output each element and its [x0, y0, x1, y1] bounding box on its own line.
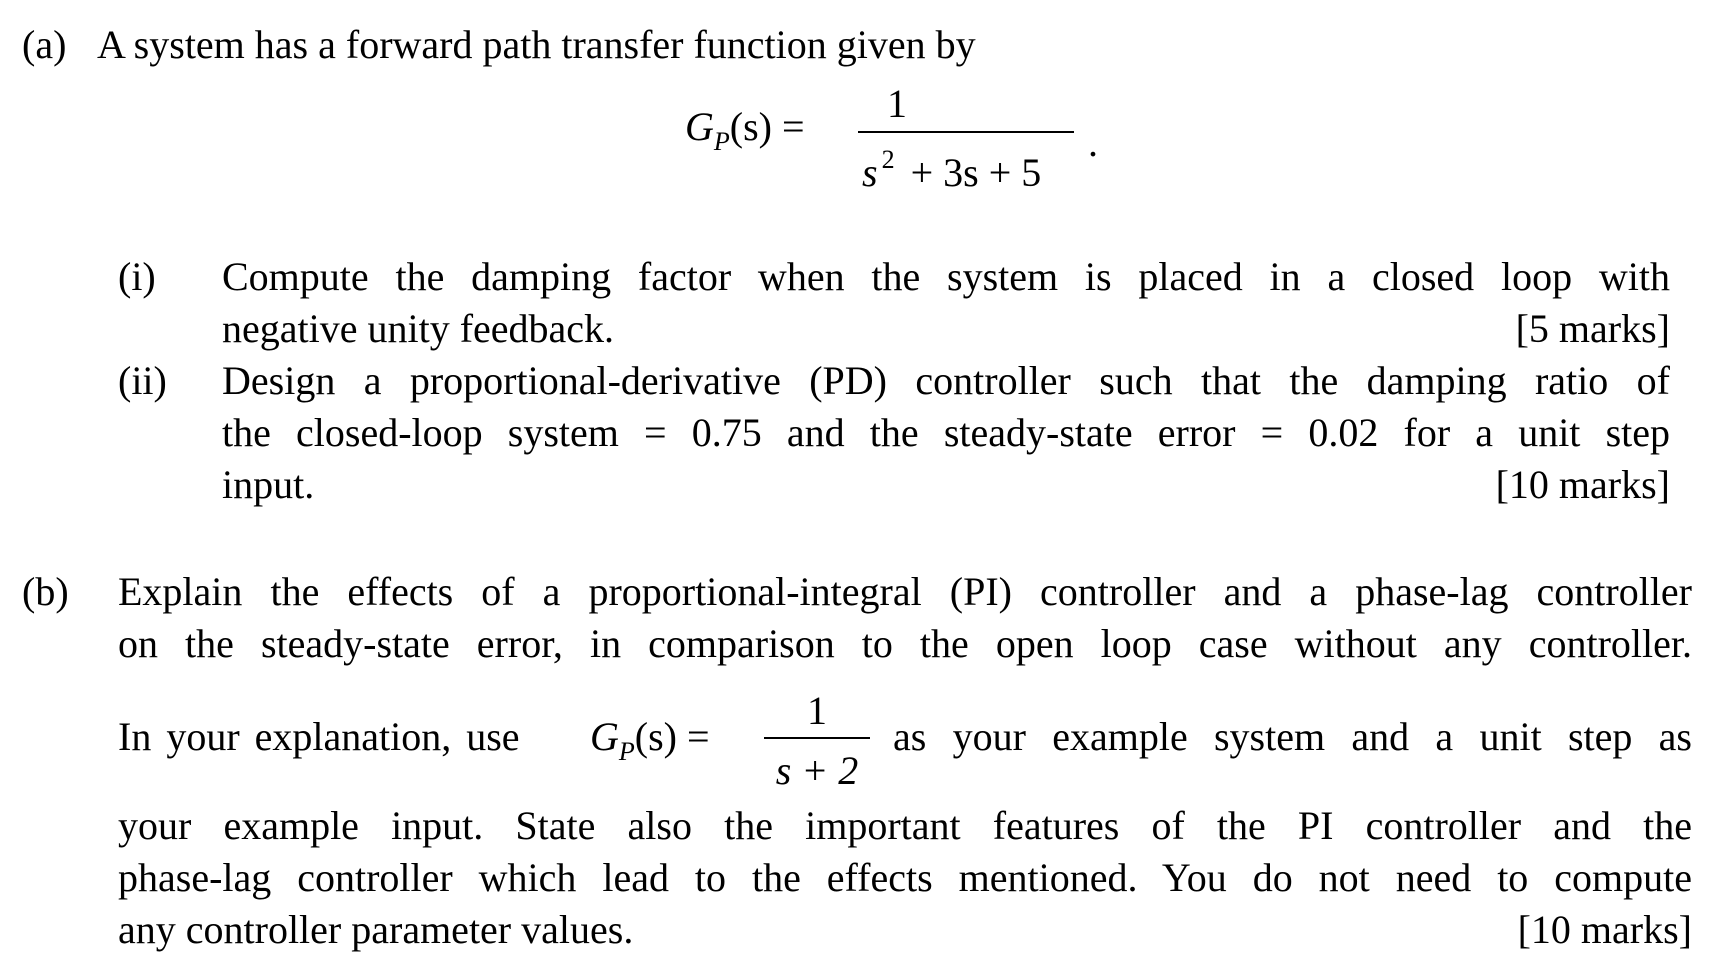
equation-numerator: 1 [887, 81, 907, 126]
part-b-line3-pre: In your explanation, use [118, 714, 520, 759]
part-a-label: (a) [22, 22, 67, 67]
equation-trailing: . [1088, 120, 1098, 165]
part-b-eq-denominator: s + 2 [775, 748, 859, 793]
item-ii-line1: Design a proportional-derivative (PD) controller such that the damping ratio of [222, 358, 1670, 403]
equation-lhs-symbol: G [685, 104, 714, 149]
part-b-line4: your example input. State also the important features of the PI controller and the [118, 803, 1692, 848]
part-b-eq-numerator: 1 [807, 688, 827, 733]
equation-denominator [862, 145, 1042, 203]
part-b-eq-subscript: P [618, 737, 635, 766]
equation-den-exp: 2 [881, 145, 895, 174]
part-a-intro: A system has a forward path transfer function given by [97, 22, 976, 67]
item-i-marks: [5 marks] [1515, 306, 1670, 351]
part-b-label: (b) [22, 569, 69, 614]
item-ii-marks: [10 marks] [1495, 462, 1670, 507]
item-ii-line3: input. [222, 462, 315, 507]
part-b-line3-post: as your example system and a unit step as [893, 714, 1692, 759]
item-i-line1: Compute the damping factor when the system is placed in a closed loop with [222, 254, 1670, 299]
item-ii-line2: the closed-loop system = 0.75 and the steady-state error = 0.02 for a unit step [222, 410, 1670, 455]
part-b-eq-arg: (s) = [634, 714, 710, 759]
part-b-eq-symbol: G [590, 714, 619, 759]
part-b-line2: on the steady-state error, in comparison to the open loop case without any controller. [118, 621, 1692, 666]
equation-lhs-arg: (s) = [729, 104, 805, 149]
part-b-marks: [10 marks] [1517, 907, 1692, 952]
equation-fraction-bar [858, 131, 1074, 133]
equation-den-rest: + 3s + 5 [910, 150, 1042, 195]
part-b-line1: Explain the effects of a proportional-integral (PI) controller and a phase-lag controller [118, 569, 1692, 614]
item-i-label: (i) [118, 254, 156, 299]
equation-den-s: s [862, 150, 878, 195]
item-ii-label: (ii) [118, 358, 167, 403]
part-b-equation-lhs [590, 712, 710, 767]
item-i-line2: negative unity feedback. [222, 306, 615, 351]
part-b-eq-fraction-bar [764, 737, 870, 739]
equation-lhs [685, 102, 805, 157]
equation-lhs-subscript: P [713, 127, 730, 156]
part-b-line6: any controller parameter values. [118, 907, 634, 952]
part-b-line5: phase-lag controller which lead to the effects mentioned. You do not need to compute [118, 855, 1692, 900]
